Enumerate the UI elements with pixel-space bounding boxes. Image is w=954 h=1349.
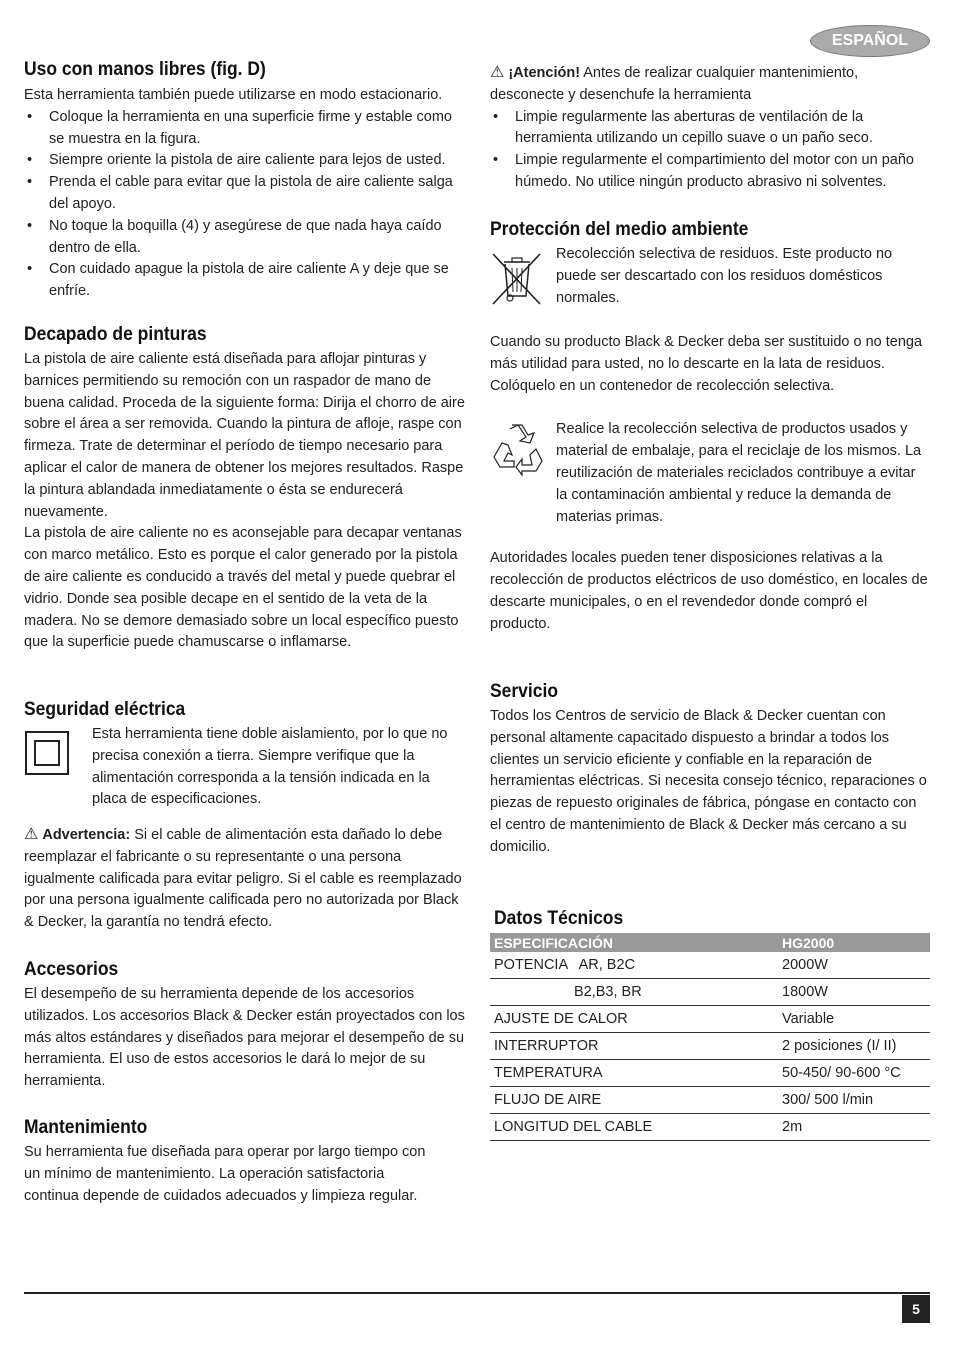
table-header-row — [490, 933, 930, 952]
section-medio-ambiente — [490, 218, 930, 636]
paragraph: Su herramienta fue diseñada para operar por largo tiempo con un mínimo de mantenimiento. La operación satisfactoria continua depende de cuidados adecuados y limpieza regular. — [24, 1144, 426, 1204]
table-cell: POTENCIA AR, B2C — [490, 952, 778, 979]
table-header-cell: ESPECIFICACIÓN — [490, 933, 778, 952]
paragraph: Recolección selectiva de residuos. Este producto no puede ser descartado con los residuos domésticos normales. — [556, 246, 893, 306]
recycle-icon — [490, 421, 546, 477]
section-title: Uso con manos libres (fig. D) — [24, 59, 266, 80]
section-title: Protección del medio ambiente — [490, 219, 749, 240]
table-cell: 2 posiciones (I/ II) — [778, 1033, 930, 1060]
paragraph: La pistola de aire caliente está diseñada para aflojar pinturas y barnices permitiendo su remoción con un raspador de mano de buena calidad. Proceda de la siguiente forma: Dirija el chorro de aire sobre el área a ser removida. Cuando la pintura de afloje, raspe con firmeza. Trate de determinar el período de tiempo necesario para aplicar el calor de manera de obtener los mejores resultados. Raspe la pintura ablandada inmediatamente o ésta se endurecerá nuevamente. — [24, 351, 465, 520]
double-insulation-icon — [24, 730, 70, 776]
section-title: Decapado de pinturas — [24, 324, 207, 345]
table-row — [490, 1006, 930, 1033]
table-cell: FLUJO DE AIRE — [490, 1087, 778, 1114]
list-item: • Prenda el cable para evitar que la pistola de aire caliente salga del apoyo. — [24, 172, 466, 216]
paragraph: Realice la recolección selectiva de productos usados y material de embalaje, para el reciclaje de los mismos. La reutilización de materiales reciclados contribuye a evitar la contaminación ambiental y reduce la demanda de materias primas. — [556, 421, 922, 525]
section-servicio — [490, 680, 930, 859]
warning-label: Advertencia: — [42, 827, 131, 843]
list-item: • Con cuidado apague la pistola de aire caliente A y deje que se enfríe. — [24, 259, 466, 303]
table-cell: 2m — [778, 1114, 930, 1141]
table-row — [490, 1087, 930, 1114]
paragraph: Esta herramienta también puede utilizarse en modo estacionario. — [24, 87, 443, 103]
table-row — [490, 1033, 930, 1060]
page-number: 5 — [902, 1295, 930, 1323]
section-title: Accesorios — [24, 959, 119, 980]
attention-label: ¡Atención! — [508, 65, 581, 81]
table-cell: 1800W — [778, 979, 930, 1006]
table-row — [490, 979, 930, 1006]
table-header-cell: HG2000 — [778, 933, 930, 952]
list-item: • Coloque la herramienta en una superficie firme y estable como se muestra en la figura. — [24, 107, 466, 151]
list-item: • Limpie regularmente las aberturas de ventilación de la herramienta utilizando un cepillo suave o un paño seco. — [490, 107, 930, 151]
bullet-list — [24, 107, 466, 303]
language-badge: ESPAÑOL — [810, 25, 930, 57]
section-title: Seguridad eléctrica — [24, 699, 186, 720]
section-manos-libres — [24, 58, 466, 303]
table-row — [490, 1114, 930, 1141]
table-cell: LONGITUD DEL CABLE — [490, 1114, 778, 1141]
table-cell: B2,B3, BR — [490, 979, 778, 1006]
footer-rule — [24, 1292, 930, 1294]
table-cell: Variable — [778, 1006, 930, 1033]
table-cell: 300/ 500 l/min — [778, 1087, 930, 1114]
table-row — [490, 1060, 930, 1087]
section-accesorios — [24, 958, 466, 1093]
paragraph: Esta herramienta tiene doble aislamiento, por lo que no precisa conexión a tierra. Siempre verifique que la alimentación corresponda a la tensión indicada en la placa de especificaciones. — [92, 726, 448, 808]
paragraph: El desempeño de su herramienta depende de los accesorios utilizados. Los accesorios Black & Decker están proyectados con los más altos estándares y diseñados para mejorar el desempeño de su herramienta. El uso de estos accesorios le dará lo mejor de su herramienta. — [24, 986, 465, 1090]
crossed-bin-icon — [490, 252, 542, 306]
table-cell: 50-450/ 90-600 °C — [778, 1060, 930, 1087]
list-item: • Limpie regularmente el compartimiento del motor con un paño húmedo. No utilice ningún producto abrasivo ni solventes. — [490, 150, 930, 194]
attention-paragraph — [490, 62, 930, 107]
list-item: • Siempre oriente la pistola de aire caliente para lejos de usted. — [24, 150, 466, 172]
section-title: Mantenimiento — [24, 1117, 148, 1138]
bullet-list — [490, 107, 930, 194]
warning-icon: ⚠ — [490, 64, 505, 81]
paragraph: Todos los Centros de servicio de Black & Decker cuentan con personal altamente capacitado dispuesto a brindar a todos los clientes un servicio eficiente y confiable en la reparación de herramientas eléctricas. Si necesita consejo técnico, reparaciones o piezas de repuesto originales de fábrica, póngase en contacto con el centro de mantenimiento de Black & Decker más cercano a su domicilio. — [490, 708, 927, 855]
section-decapado — [24, 323, 466, 654]
table-row — [490, 952, 930, 979]
list-item: • No toque la boquilla (4) y asegúrese de que nada haya caído dentro de ella. — [24, 216, 466, 260]
section-atencion — [490, 62, 930, 194]
specs-table — [490, 933, 930, 1141]
warning-text: Si el cable de alimentación esta dañado lo debe reemplazar el fabricante o su representante o una persona igualmente calificada para evitar peligro. Si el cable es reemplazado por una persona igualmente calificada pero no autorizada por Black & Decker, la garantía no tendrá efecto. — [24, 827, 462, 931]
section-datos-tecnicos — [490, 907, 930, 1141]
paragraph: Cuando su producto Black & Decker deba ser sustituido o no tenga más utilidad para usted, no lo descarte en la lata de residuos. Colóquelo en un contenedor de recolección selectiva. — [490, 334, 923, 394]
table-cell: TEMPERATURA — [490, 1060, 778, 1087]
section-mantenimiento — [24, 1116, 434, 1207]
section-title: Datos Técnicos — [494, 908, 624, 929]
warning-icon: ⚠ — [24, 826, 39, 843]
paragraph: Autoridades locales pueden tener disposiciones relativas a la recolección de productos eléctricos de uso doméstico, en locales de descarte municipales, o en el revendedor donde compró el producto. — [490, 550, 928, 632]
table-cell: AJUSTE DE CALOR — [490, 1006, 778, 1033]
table-cell: 2000W — [778, 952, 930, 979]
warning-paragraph — [24, 824, 466, 934]
paragraph: La pistola de aire caliente no es aconsejable para decapar ventanas con marco metálico. Esto es porque el calor generado por la pistola de aire caliente es conducido a través del metal y puede quebrar el vidrio. Donde sea posible decape en el sentido de la veta de la madera. No se demore demasiado sobre un local específico puesto que la superficie puede chamuscarse o inflamarse. — [24, 525, 462, 651]
section-title: Servicio — [490, 681, 559, 702]
attention-text: Antes de realizar cualquier mantenimiento, desconecte y desenchufe la herramienta — [490, 65, 859, 103]
section-seguridad — [24, 698, 466, 934]
table-cell: INTERRUPTOR — [490, 1033, 778, 1060]
